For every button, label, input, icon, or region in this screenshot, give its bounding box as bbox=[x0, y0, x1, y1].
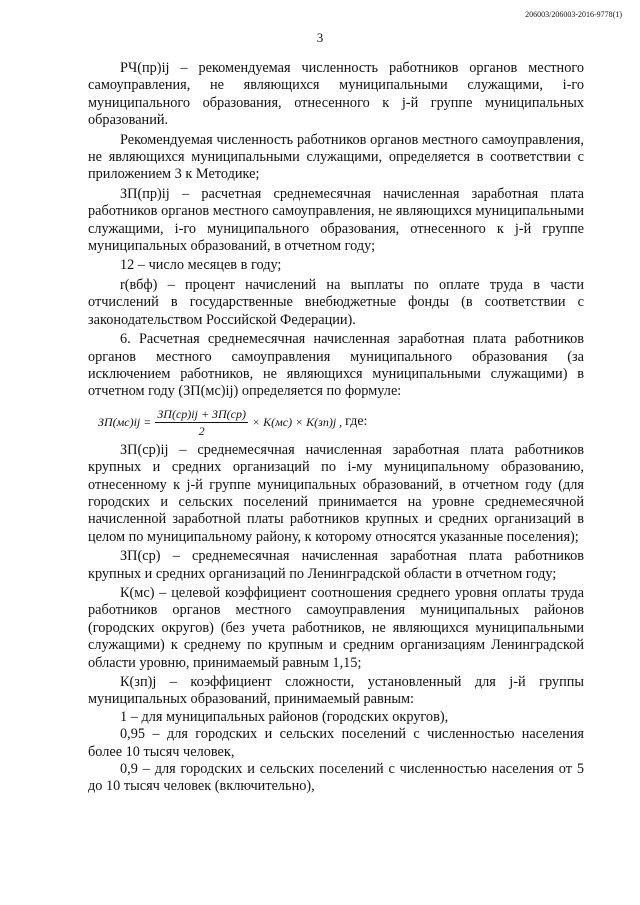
paragraph: Рекомендуемая численность работников органов местного самоуправления, не являющихся муниципальными служащими, определяется в соответствии с приложением 3 к Методике; bbox=[88, 131, 584, 183]
paragraph: К(мс) – целевой коэффициент соотношения среднего уровня оплаты труда работников органов местного самоуправления муниципальных районов (городских округов) (без учета работников, не являющихся муниципальными служащими) к среднему по крупным и средним организациям Ленинградской области уровню, принимаемый равным 1,15; bbox=[88, 584, 584, 671]
formula-rest: × K(мс) × K(зп)j , bbox=[251, 415, 343, 430]
formula-denominator: 2 bbox=[198, 423, 205, 438]
paragraph: 12 – число месяцев в году; bbox=[120, 257, 282, 274]
document-id: 206003/206003-2016-9778(1) bbox=[525, 10, 622, 19]
list-item: 0,9 – для городских и сельских поселений с численностью населения от 5 до 10 тысяч человек (включительно), bbox=[88, 761, 584, 795]
paragraph: ЗП(ср)ij – среднемесячная начисленная заработная плата работников крупных и средних организаций по i-му муниципальному образованию, отнесенному к j-й группе муниципальных образований, в отчетном году (для городских и сельских поселений принимается на уровне среднемесячной начисленной заработной платы работников крупных и средних организаций в целом по муниципальному району, к которому относятся указанные поселения); bbox=[88, 441, 584, 545]
paragraph: r(вбф) – процент начислений на выплаты по оплате труда в части отчислений в государственные внебюджетные фонды (в соответствии с законодательством Российской Федерации). bbox=[88, 276, 584, 328]
formula-where: где: bbox=[345, 414, 368, 430]
paragraph: РЧ(пр)ij – рекомендуемая численность работников органов местного самоуправления, не являющихся муниципальными служащими, i-го муниципального образования, отнесенного к j-й группе муниципальных образований. bbox=[88, 60, 584, 129]
body-text bbox=[88, 60, 584, 796]
paragraph: ЗП(пр)ij – расчетная среднемесячная начисленная заработная плата работников органов местного самоуправления, не являющихся муниципальными служащими, i-го муниципального образования, отнесенного к j-й группе муниципальных образований, в отчетном году; bbox=[88, 185, 584, 255]
list-item: 0,95 – для городских и сельских поселений с численностью населения более 10 тысяч человек, bbox=[88, 726, 584, 760]
paragraph: ЗП(ср) – среднемесячная начисленная заработная плата работников крупных и средних организаций по Ленинградской области в отчетном году; bbox=[88, 548, 584, 582]
formula-numerator: ЗП(ср)ij + ЗП(ср) bbox=[157, 406, 246, 421]
paragraph: 6. Расчетная среднемесячная начисленная заработная плата работников органов местного самоуправления муниципального образования (за исключением работников, не являющихся муниципальными служащими) в отчетном году (ЗП(мс)ij) определяется по формуле: bbox=[88, 331, 584, 400]
formula-fraction bbox=[155, 407, 248, 438]
page-number: 3 bbox=[316, 30, 324, 45]
formula-lhs: ЗП(мс)ij = bbox=[98, 415, 152, 430]
salary-formula bbox=[98, 407, 584, 438]
paragraph: К(зп)j – коэффициент сложности, установленный для j-й группы муниципальных образований, принимаемый равным: bbox=[88, 674, 584, 708]
list-item: 1 – для муниципальных районов (городских округов), bbox=[120, 708, 449, 725]
